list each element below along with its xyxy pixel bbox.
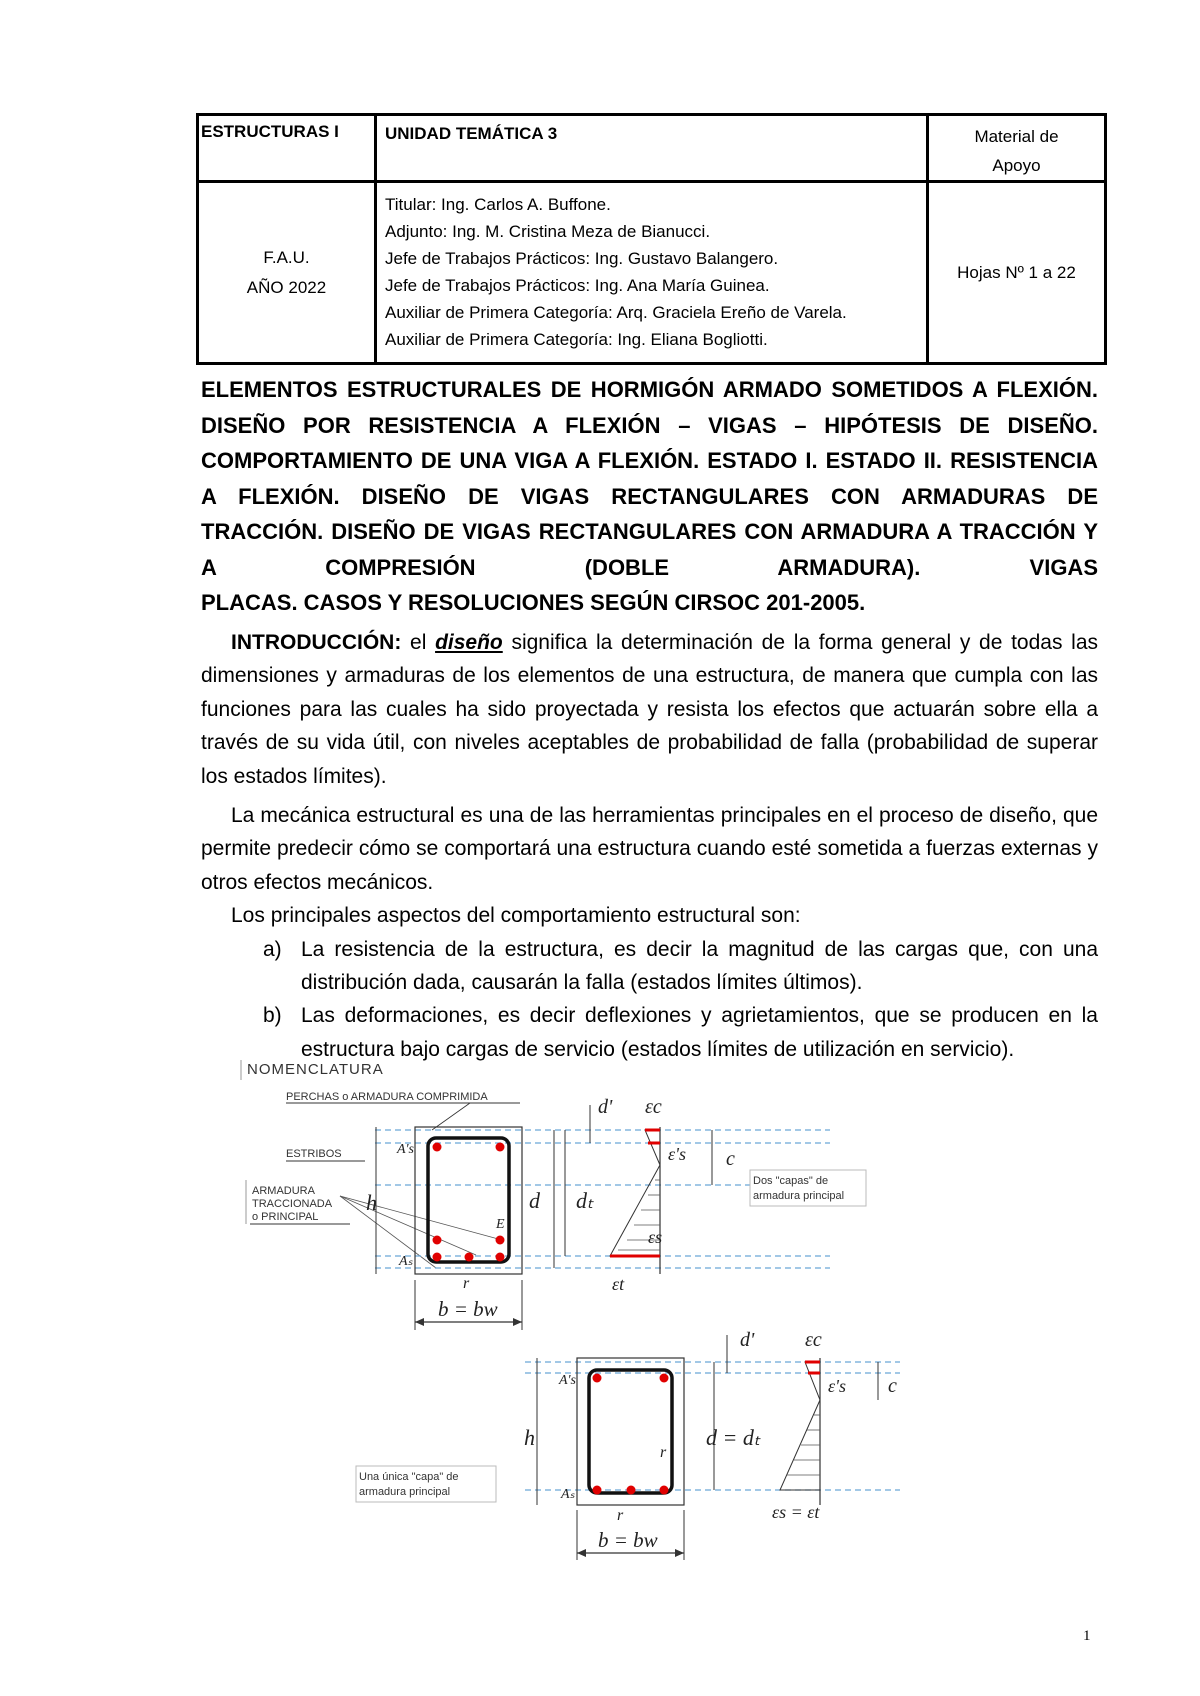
material-line-2: Apoyo <box>992 156 1041 175</box>
symbol-as-bottom: Aₛ <box>561 1487 575 1502</box>
label-armadura-1: ARMADURA <box>252 1185 315 1197</box>
symbol-b-bottom: b = bw <box>598 1528 658 1552</box>
symbol-h: h <box>366 1190 377 1215</box>
symbol-r: r <box>463 1275 470 1292</box>
symbol-dprime-bottom: d' <box>740 1329 755 1351</box>
symbol-ec-bottom: εc <box>805 1329 822 1351</box>
staff-item: Auxiliar de Primera Categoría: Ing. Eliana Bogliotti. <box>385 330 768 349</box>
intro-text: significa la determinación de la forma general y de todas las dimensiones y armaduras de los elementos de una estructura, de manera que cumpla con las funciones para las cuales ha sido proyectada y resista los efectos que actuarán sobre ella a través de su vida útil, con niveles aceptables de probabilidad de falla (probabilidad de superar los estados límites). <box>201 631 1099 788</box>
list-text: La resistencia de la estructura, es decir la magnitud de las cargas que, con una distribución dada, causarán la falla (estados límites últimos). <box>301 937 1098 995</box>
label-una-capa-1: Una única "capa" de <box>359 1471 459 1483</box>
intro-pre: el <box>401 631 436 654</box>
symbol-dprime: d' <box>598 1096 613 1118</box>
faculty-name: F.A.U. <box>263 247 310 267</box>
symbol-et-top: εt <box>612 1274 625 1294</box>
symbol-r-bottom: r <box>617 1507 624 1524</box>
title-last-line: PLACAS. CASOS Y RESOLUCIONES SEGÚN CIRSOC 201-2005. <box>201 590 866 615</box>
figure-title: NOMENCLATURA <box>247 1061 384 1078</box>
label-estribos: ESTRIBOS <box>286 1148 342 1160</box>
staff-item: Titular: Ing. Carlos A. Buffone. <box>385 195 611 214</box>
label-perchas: PERCHAS o ARMADURA COMPRIMIDA <box>286 1091 488 1103</box>
symbol-ec-top: εc <box>645 1096 662 1118</box>
staff-item: Adjunto: Ing. M. Cristina Meza de Bianucci. <box>385 222 711 241</box>
title-main: ELEMENTOS ESTRUCTURALES DE HORMIGÓN ARMADO SOMETIDOS A FLEXIÓN. DISEÑO POR RESISTENCIA A FLEXIÓN – VIGAS – HIPÓTESIS DE DISEÑO. COMPORTAMIENTO DE UNA VIGA A FLEXIÓN. ESTADO I. ESTADO II. RESISTENCIA A FLEXIÓN. DISEÑO DE VIGAS RECTANGULARES CON ARMADURAS DE TRACCIÓN. DISEÑO DE VIGAS RECTANGULARES CON ARMADURA A TRACCIÓN Y A COMPRESIÓN (DOBLE ARMADURA). VIGAS <box>201 377 1098 580</box>
unit-title: UNIDAD TEMÁTICA 3 <box>376 115 928 182</box>
label-una-capa-2: armadura principal <box>359 1486 451 1498</box>
symbol-d: d <box>529 1188 540 1213</box>
staff-item: Auxiliar de Primera Categoría: Arq. Graciela Ereño de Varela. <box>385 303 847 322</box>
symbol-asp: A's <box>397 1142 414 1157</box>
label-armadura-3: o PRINCIPAL <box>252 1211 319 1223</box>
symbol-r-side: r <box>660 1444 667 1461</box>
intro-label: INTRODUCCIÓN: <box>231 631 402 654</box>
paragraph-aspects: Los principales aspectos del comportamiento estructural son: <box>231 904 801 928</box>
page-number: 1 <box>1083 1628 1091 1644</box>
label-dos-capas-1: Dos "capas" de <box>753 1175 829 1187</box>
staff-item: Jefe de Trabajos Prácticos: Ing. Ana María Guinea. <box>385 276 770 295</box>
symbol-dt: dₜ <box>576 1188 594 1213</box>
list-marker: a) <box>263 937 282 961</box>
sheets-count: Hojas Nº 1 a 22 <box>928 182 1106 364</box>
list-text: Las deformaciones, es decir deflexiones y agrietamientos, que se producen en la estructura bajo cargas de servicio (estados límites de utilización en servicio). <box>301 1004 1098 1061</box>
symbol-b-top: b = bw <box>438 1297 498 1321</box>
symbol-d-dt: d = dₜ <box>706 1425 761 1450</box>
list-marker: b) <box>263 1004 282 1028</box>
label-armadura-2: TRACCIONADA <box>252 1198 333 1210</box>
symbol-c-bottom: c <box>888 1375 897 1397</box>
symbol-esp-bottom: ε's <box>828 1376 846 1396</box>
year-label: AÑO 2022 <box>246 277 327 297</box>
symbol-es-et: εs = εt <box>772 1502 820 1522</box>
intro-emphasis: diseño <box>435 631 503 654</box>
symbol-es-top: εs <box>648 1227 663 1247</box>
paragraph-mechanics: La mecánica estructural es una de las herramientas principales en el proceso de diseño, que permite predecir cómo se comportará una estructura cuando esté sometida a fuerzas externas y otros efectos mecánicos. <box>201 804 1098 894</box>
material-line-1: Material de <box>974 127 1059 146</box>
symbol-as: Aₛ <box>399 1254 413 1269</box>
symbol-esp-top: ε's <box>668 1144 686 1164</box>
symbol-c-top: c <box>726 1148 735 1170</box>
symbol-e: E <box>496 1217 505 1232</box>
label-dos-capas-2: armadura principal <box>753 1190 845 1202</box>
symbol-h-bottom: h <box>524 1425 535 1450</box>
course-name: ESTRUCTURAS I <box>198 115 376 182</box>
staff-item: Jefe de Trabajos Prácticos: Ing. Gustavo Balangero. <box>385 249 779 268</box>
symbol-asp-bottom: A's <box>559 1373 576 1388</box>
